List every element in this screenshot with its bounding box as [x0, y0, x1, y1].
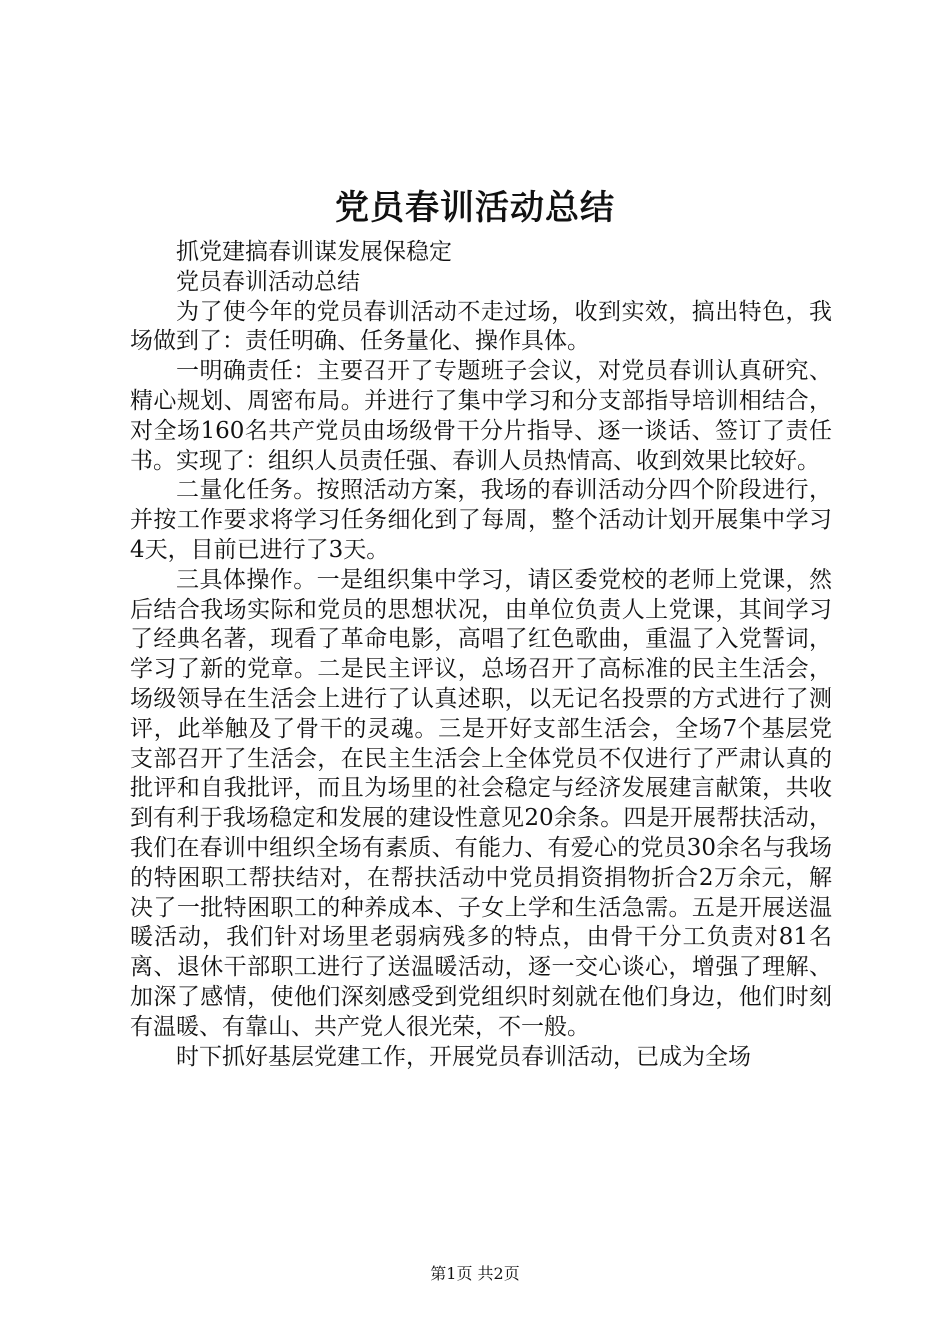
paragraph-conclusion: 时下抓好基层党建工作，开展党员春训活动，已成为全场: [176, 1043, 751, 1070]
paragraph-quantify-tasks: 二量化任务。按照活动方案，我场的春训活动分四个阶段进行，并按工作要求将学习任务细化到了每周，整个活动计划开展集中学习4天，目前已进行了3天。: [130, 477, 832, 563]
paragraph-responsibility: 一明确责任：主要召开了专题班子会议，对党员春训认真研究、精心规划、周密布局。并进行了集中学习和分支部指导培训相结合，对全场160名共产党员由场级骨干分片指导、逐一谈话、签订了责任书。实现了：组织人员责任强、春训人员热情高、收到效果比较好。: [130, 358, 832, 474]
paragraph-concrete-operations: 三具体操作。一是组织集中学习，请区委党校的老师上党课，然后结合我场实际和党员的思想状况，由单位负责人上党课，其间学习了经典名著，现看了革命电影，高唱了红色歌曲，重温了入党誓词，学习了新的党章。二是民主评议，总场召开了高标准的民主生活会，场级领导在生活会上进行了认真述职，以无记名投票的方式进行了测评，此举触及了骨干的灵魂。三是开好支部生活会，全场7个基层党支部召开了生活会，在民主生活会上全体党员不仅进行了严肃认真的批评和自我批评，而且为场里的社会稳定与经济发展建言献策，共收到有利于我场稳定和发展的建设性意见20余条。四是开展帮扶活动，我们在春训中组织全场有素质、有能力、有爱心的党员30余名与我场的特困职工帮扶结对，在帮扶活动中党员捐资捐物折合2万余元，解决了一批特困职工的种养成本、子女上学和生活急需。五是开展送温暖活动，我们针对场里老弱病残多的特点，由骨干分工负责对81名离、退休干部职工进行了送温暖活动，逐一交心谈心，增强了理解、加深了感情，使他们深刻感受到党组织时刻就在他们身边，他们时刻有温暖、有靠山、共产党人很光荣，不一般。: [130, 566, 832, 1040]
paragraph-subtitle: 抓党建搞春训谋发展保稳定: [176, 239, 452, 265]
document-body: [130, 238, 832, 1072]
page-footer: 第1页 共2页: [430, 1264, 520, 1283]
document-title: 党员春训活动总结: [335, 188, 615, 228]
paragraph-heading: 党员春训活动总结: [176, 268, 360, 295]
paragraph-intro: 为了使今年的党员春训活动不走过场，收到实效，搞出特色，我场做到了：责任明确、任务量化、操作具体。: [130, 298, 832, 355]
